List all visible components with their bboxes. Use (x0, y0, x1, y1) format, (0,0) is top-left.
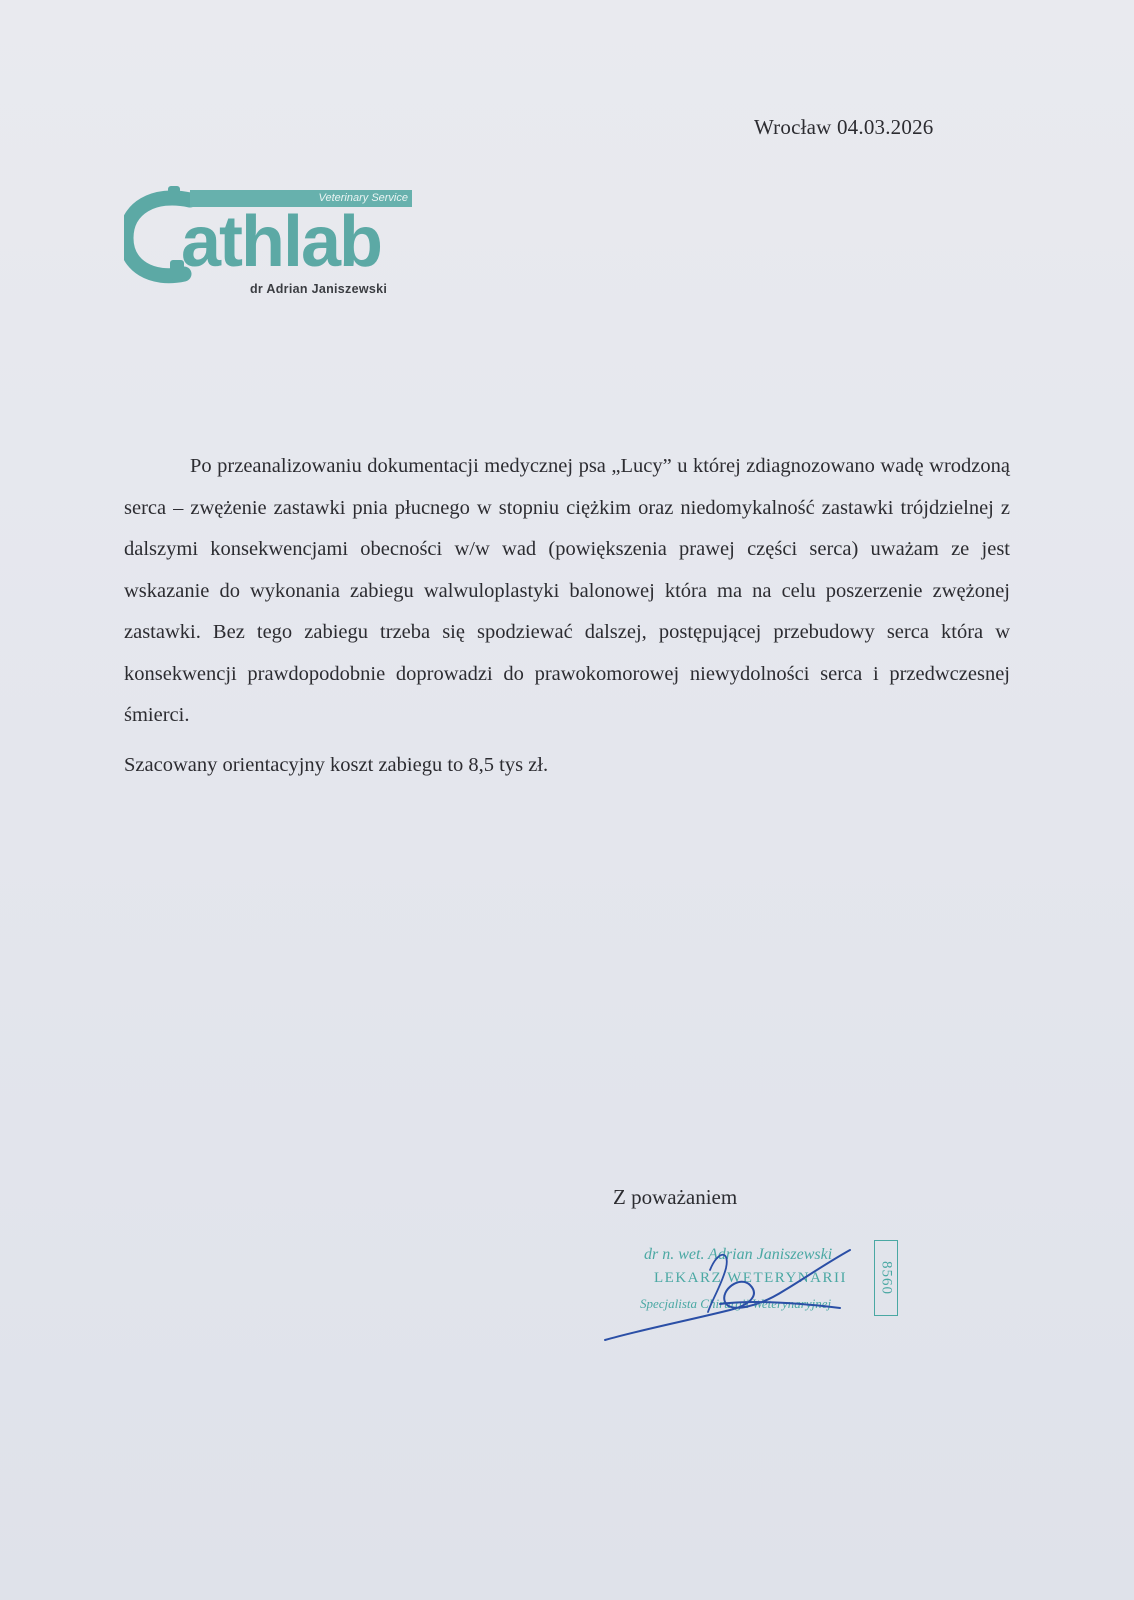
logo-tagline: Veterinary Service (318, 192, 408, 204)
letter-paragraph: Szacowany orientacyjny koszt zabiegu to 8,5 tys zł. (124, 753, 549, 776)
letter-closing: Z poważaniem (613, 1185, 738, 1209)
letter-date: Wrocław 04.03.2026 (754, 115, 934, 139)
stamp-number-text: 8560 (878, 1261, 895, 1295)
stamp-license-number (874, 1240, 898, 1316)
stamp-name: dr n. wet. Adrian Janiszewski (644, 1246, 833, 1263)
letter-body (124, 446, 1010, 786)
stamp-title: LEKARZ WETERYNARII (654, 1270, 847, 1286)
stamp-specialty: Specjalista Chirurgii Weterynaryjnej (640, 1296, 832, 1311)
logo-owner-name: dr Adrian Janiszewski (250, 282, 388, 296)
letter-paragraph: Po przeanalizowaniu dokumentacji medycznej psa „Lucy” u której zdiagnozowano wadę wrodzoną serca – zwężenie zastawki pnia płucnego w stopniu ciężkim oraz niedomykalność zastawki trójdzielnej z dalszymi konsekwencjami obecności w/w wad (powiększenia prawej części serca) uważam ze jest wskazanie do wykonania zabiegu walwuloplastyki balonowej która ma na celu poszerzenie zwężonej zastawki. Bez tego zabiegu trzeba się spodziewać dalszej, postępującej przebudowy serca która w konsekwencji prawdopodobnie doprowadzi do prawokomorowej niewydolności serca i przedwczesnej śmierci. (124, 455, 1010, 726)
handwritten-signature-icon (600, 1240, 870, 1350)
logo-wordmark: athlab (181, 202, 382, 282)
cathlab-logo (124, 186, 424, 301)
